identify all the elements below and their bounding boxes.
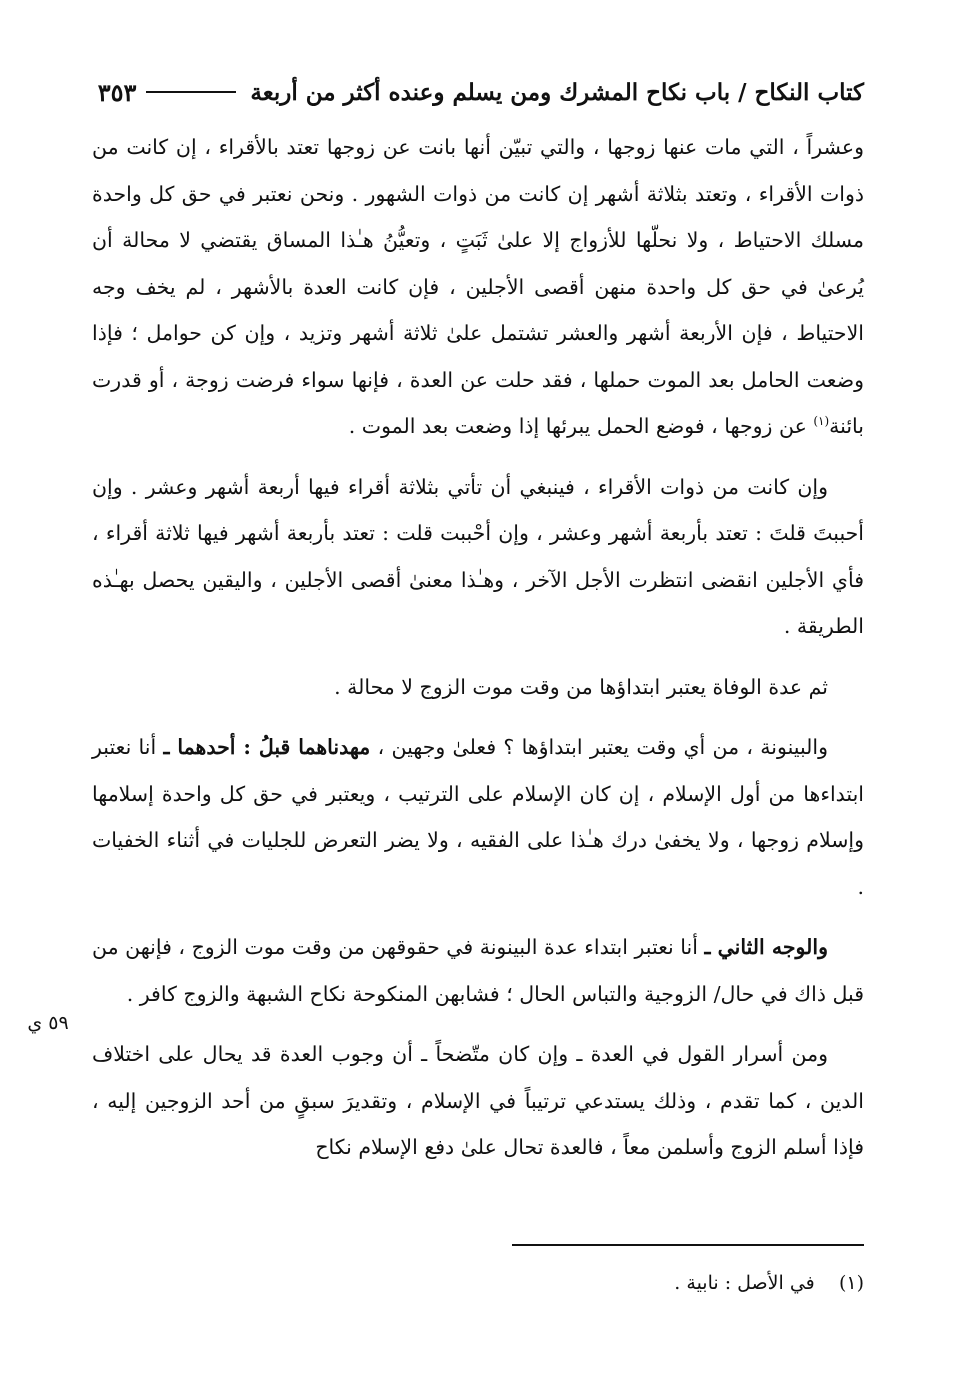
footnote-marker: (١): [813, 414, 830, 429]
paragraph-gap: [92, 650, 864, 664]
marginal-reference: ٥٩ ي: [27, 1012, 69, 1034]
page-number: ٣٥٣: [97, 77, 137, 107]
paragraph: [92, 724, 864, 910]
header-rule: [146, 91, 236, 93]
paragraph-gap: [92, 710, 864, 724]
paragraph-gap: [92, 1017, 864, 1031]
text-segment: وإن كانت من ذوات الأقراء ، فينبغي أن تأتي بثلاثة أقراء فيها أربعة أشهر وعشر . وإن أحببتَ قلتَ : تعتد بأربعة أشهر وعشر ، وإن أحْببت قلت : تعتد بأربعة أشهر فيها ثلاثة أقراء ، فأي الأجلين انقضى انتظرت الأجل الآخر ، وهـٰذا معنىٰ أقصى الأجلين ، واليقين يحصل بهـٰذه الطريقة .: [92, 474, 864, 638]
footnote-number: (١): [838, 1272, 864, 1294]
main-text: [92, 124, 864, 1171]
paragraph: [92, 664, 864, 711]
paragraph: [92, 124, 864, 450]
text-segment: عن زوجها ، فوضع الحمل يبرئها إذا وضعت بعد الموت .: [348, 414, 814, 438]
running-header: [96, 70, 864, 114]
paragraph: [92, 924, 864, 1017]
text-segment: ثم عدة الوفاة يعتبر ابتداؤها من وقت موت الزوج لا محالة .: [334, 674, 828, 699]
text-segment: والبينونة ، من أي وقت يعتبر ابتداؤها ؟ فعلىٰ وجهين ،: [370, 735, 828, 759]
footnote: [300, 1272, 864, 1294]
text-segment: والوجه الثاني ـ: [704, 935, 828, 959]
text-segment: ومن أسرار القول في العدة ـ وإن كان متّضحاً ـ أن وجوب العدة قد يحال على اختلاف الدين ، كما تقدم ، وذلك يستدعي ترتيباً في الإسلام ، وتقديرَ سبقٍ من أحد الزوجين إليه ، فإذا أسلم الزوج وأسلمن معاً ، فالعدة تحال علىٰ دفع الإسلام نكاح: [92, 1042, 864, 1159]
footnote-separator: [512, 1244, 864, 1246]
paragraph: [92, 464, 864, 650]
text-segment: أنا نعتبر ابتداءها من أول الإسلام ، إن كان الإسلام على الترتيب ، ويعتبر في حق كل واحدة إسلامها وإسلام زوجها ، ولا يخفىٰ درك هـٰذا على الفقيه ، ولا يضر التعرض للجليات في أثناء الخفيات .: [92, 735, 864, 899]
header-title: كتاب النكاح / باب نكاح المشرك ومن يسلم وعنده أكثر من أربعة: [250, 78, 864, 106]
text-segment: وعشراً ، التي مات عنها زوجها ، والتي تبيّن أنها بانت عن زوجها تعتد بالأقراء ، إن كانت من ذوات الأقراء ، وتعتد بثلاثة أشهر إن كانت من ذوات الشهور . ونحن نعتبر في حق كل واحدة مسلك الاحتياط ، ولا نحلّها للأزواج إلا علىٰ ثَبَتٍ ، وتعيُّنُ هـٰذا المساق يقتضي لا محالة أن يُرعىٰ في حق كل واحدة منهن أقصى الأجلين ، فإن كانت العدة بالأشهر ، لم يخف وجه الاحتياط ، فإن الأربعة أشهر والعشر تشتمل علىٰ ثلاثة أشهر وتزيد ، وإن كن حوامل ؛ فإذا وضعت الحامل بعد الموت حملها ، فقد حلت عن العدة ، فإنها سواء فرضت زوجة ، أو قدرت بائنة: [92, 135, 864, 438]
paragraph-gap: [92, 450, 864, 464]
footnote-text: في الأصل : نابية .: [674, 1272, 815, 1294]
text-segment: أنا نعتبر ابتداء عدة البينونة في حقوقهن من وقت موت الزوج ، فإنهن من قبل ذاك في حال/ الزوجية والتباس الحال ؛ فشابهن المنكوحة نكاح الشبهة والزوج كافر .: [92, 935, 864, 1006]
paragraph: [92, 1031, 864, 1171]
paragraph-gap: [92, 910, 864, 924]
text-segment: مهدناهما قبلُ : أحدهما ـ: [163, 735, 371, 759]
